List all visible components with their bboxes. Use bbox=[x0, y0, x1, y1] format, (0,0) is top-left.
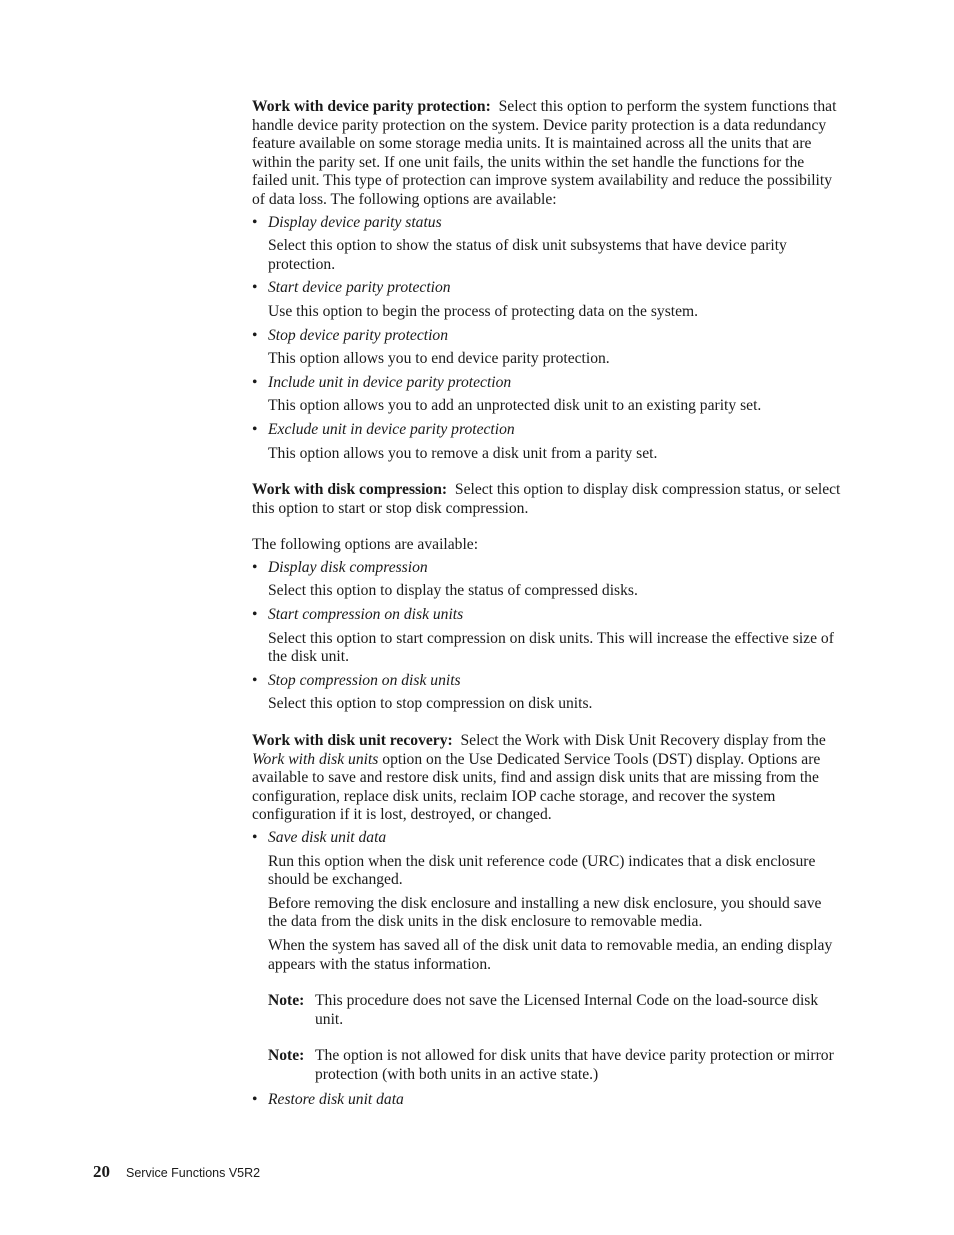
list-item bbox=[252, 829, 842, 974]
bullet-icon: • bbox=[252, 829, 258, 846]
option-description: Before removing the disk enclosure and installing a new disk enclosure, you should save the data from the disk units in the disk enclosure to removable media. bbox=[268, 894, 822, 931]
section-paragraph bbox=[252, 481, 842, 518]
note-text: The option is not allowed for disk units that have device parity protection or mirror protection (with both units in an active state.) bbox=[315, 1047, 834, 1083]
option-description: This option allows you to end device parity protection. bbox=[268, 350, 610, 368]
option-name: Display device parity status bbox=[268, 213, 442, 231]
option-name: Restore disk unit data bbox=[268, 1090, 404, 1108]
bullet-icon: • bbox=[252, 373, 258, 391]
list-item bbox=[252, 214, 842, 275]
list-item bbox=[252, 606, 842, 667]
option-list bbox=[252, 559, 842, 714]
list-item bbox=[252, 421, 842, 463]
list-item bbox=[252, 672, 842, 714]
bullet-icon: • bbox=[252, 1090, 258, 1108]
compression-options bbox=[252, 536, 842, 714]
section-text: Select this option to display disk compression status, or select this option to start or stop disk compression. bbox=[252, 481, 841, 517]
bullet-icon: • bbox=[252, 279, 258, 297]
option-name: Include unit in device parity protection bbox=[268, 373, 512, 391]
option-name: Stop device parity protection bbox=[268, 326, 448, 344]
list-item bbox=[252, 327, 842, 369]
section-text-b: option on the Use Dedicated Service Tools (DST) display. Options are available to save and restore disk units, find and assign disk units that are missing from the configuration, replace disk units, reclaim IOP cache storage, and recover the system configuration if it is lost, destroyed, or changed. bbox=[252, 750, 821, 824]
page-number: 20 bbox=[93, 1162, 110, 1181]
section-text: Select this option to perform the system functions that handle device parity protection on the system. Device parity protection is a data redundancy feature available on some storage media units. It is maintained across all the units that are within the parity set. If one unit fails, the units within the set handle the functions for the failed unit. This type of protection can improve system availability and reduce the possibility of data loss. The following options are available: bbox=[252, 98, 837, 208]
option-list bbox=[252, 1091, 842, 1110]
list-item bbox=[252, 559, 842, 601]
note-text: This procedure does not save the Licensed Internal Code on the load-source disk unit. bbox=[315, 992, 819, 1028]
bullet-icon: • bbox=[252, 213, 258, 231]
section-paragraph bbox=[252, 732, 842, 825]
section-disk-compression bbox=[252, 481, 842, 518]
section-device-parity bbox=[252, 98, 842, 463]
option-description: When the system has saved all of the disk unit data to removable media, an ending display appears with the status information. bbox=[268, 936, 833, 973]
bullet-icon: • bbox=[252, 558, 258, 576]
section-heading: Work with device parity protection: bbox=[252, 98, 491, 115]
option-description: This option allows you to add an unprotected disk unit to an existing parity set. bbox=[268, 397, 762, 415]
option-description: Use this option to begin the process of protecting data on the system. bbox=[268, 302, 699, 320]
option-list bbox=[252, 829, 842, 974]
note bbox=[268, 1047, 842, 1084]
option-description: Run this option when the disk unit reference code (URC) indicates that a disk enclosure should be exchanged. bbox=[268, 852, 816, 889]
menu-option-reference: Work with disk units bbox=[252, 750, 379, 768]
section-heading: Work with disk compression: bbox=[252, 481, 448, 499]
option-description: Select this option to stop compression on disk units. bbox=[268, 695, 593, 713]
note bbox=[268, 992, 842, 1029]
section-text-a: Select the Work with Disk Unit Recovery display from the bbox=[460, 732, 826, 750]
publication-title: Service Functions V5R2 bbox=[126, 1166, 261, 1180]
option-name: Exclude unit in device parity protection bbox=[268, 420, 515, 438]
bullet-icon: • bbox=[252, 420, 258, 438]
page-footer bbox=[93, 1163, 260, 1183]
option-description: Select this option to start compression on disk units. This will increase the effective size of the disk unit. bbox=[268, 629, 834, 666]
page-body bbox=[252, 98, 842, 1113]
section-heading: Work with disk unit recovery: bbox=[252, 732, 453, 750]
option-list bbox=[252, 214, 842, 464]
section-paragraph bbox=[252, 98, 842, 210]
list-item bbox=[252, 279, 842, 321]
bullet-icon: • bbox=[252, 326, 258, 344]
option-description: This option allows you to remove a disk unit from a parity set. bbox=[268, 444, 658, 462]
list-item bbox=[252, 1091, 842, 1110]
option-name: Display disk compression bbox=[268, 558, 428, 576]
bullet-icon: • bbox=[252, 606, 258, 624]
option-description: Select this option to show the status of disk unit subsystems that have device parity protection. bbox=[268, 237, 787, 273]
option-name: Stop compression on disk units bbox=[268, 671, 461, 689]
note-label: Note: bbox=[268, 992, 305, 1010]
options-intro: The following options are available: bbox=[252, 536, 479, 554]
section-disk-unit-recovery bbox=[252, 732, 842, 1109]
note-label: Note: bbox=[268, 1047, 305, 1065]
bullet-icon: • bbox=[252, 671, 258, 689]
option-name: Start compression on disk units bbox=[268, 606, 464, 624]
option-name: Start device parity protection bbox=[268, 279, 451, 297]
option-description: Select this option to display the status of compressed disks. bbox=[268, 582, 638, 600]
option-name: Save disk unit data bbox=[268, 829, 387, 846]
list-item bbox=[252, 374, 842, 416]
